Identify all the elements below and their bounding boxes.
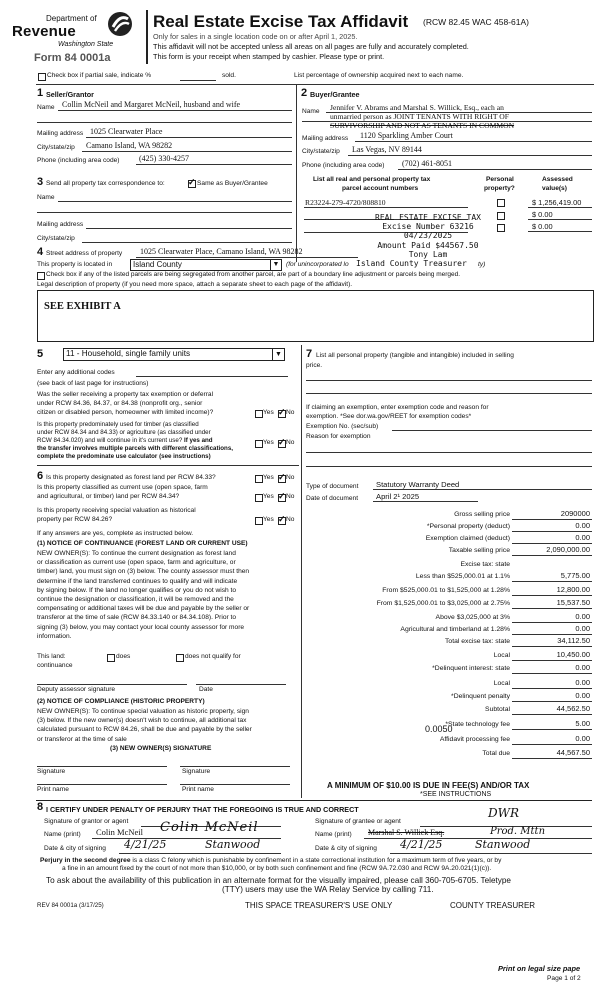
see-instructions: *SEE INSTRUCTIONS: [420, 791, 492, 798]
notice-continuance-text: [37, 549, 249, 641]
revenue-logo-icon: [106, 10, 134, 38]
tax-row-line: [512, 673, 592, 674]
page-number: Page 1 of 2: [547, 975, 581, 982]
does-not-label: does not qualify for: [185, 653, 241, 660]
perjury-line-1: Perjury in the second degree is a class C felony which is punishable by confinement in a state correctional institution for a maximum term of five years, or by: [40, 857, 502, 864]
tax-row-label: Exemption claimed (deduct): [425, 535, 510, 542]
grantee-print-extra[interactable]: Prod. Mttn: [490, 826, 546, 837]
agency-name: Revenue: [12, 23, 76, 40]
assessed-value-3[interactable]: $ 0.00: [532, 222, 553, 231]
see-back-label: (see back of last page for instructions): [37, 380, 149, 387]
local-rate[interactable]: 0.0050: [425, 724, 453, 734]
if-any-yes: If any answers are yes, complete as instructed below.: [37, 530, 194, 537]
assessed-value-1[interactable]: $ 1,256,419.00: [532, 198, 582, 207]
does-qualify-checkbox[interactable]: [107, 654, 115, 662]
grantor-city[interactable]: Stanwood: [205, 838, 261, 851]
q6-1-no-label: No: [286, 474, 295, 481]
notice-continuance-title: (1) NOTICE OF CONTINUANCE (FOREST LAND OR CURRENT USE): [37, 540, 248, 547]
seller-name-label: Name: [37, 104, 55, 111]
alt-format-line-1: To ask about the availability of this publication in an alternate format for the visually impaired, please call 360-705-6705. Teletype: [46, 876, 511, 885]
segregated-label: Check box if any of the listed parcels are being segregated from another parcel, are part of a boundary line adjustment or parcels being merged.: [46, 271, 461, 278]
grantee-city[interactable]: Stanwood: [475, 838, 531, 851]
revision-number: REV 84 0001a (3/17/25): [37, 902, 104, 909]
correspondence-heading: Send all property tax correspondence to:: [46, 180, 165, 187]
tax-row-value[interactable]: 5.00: [575, 719, 590, 728]
perjury-line-2: a fine in an amount fixed by the court of not more than $10,000, or by both such confinement and fine (RCW 9A.72.030 and RCW 9A.20.021(1)(c)).: [62, 865, 492, 872]
exemption-number-label: Exemption No. (sec/sub): [306, 423, 379, 430]
exemption-claim-2: exemption. *See dor.wa.gov/REET for exemption codes*: [306, 413, 472, 420]
q6-3-yes-label: Yes: [263, 516, 274, 523]
notice-compliance-line: or transferor at the time of sale: [37, 735, 127, 743]
assessed-value-2[interactable]: $ 0.00: [532, 210, 553, 219]
same-as-buyer-label: Same as Buyer/Grantee: [197, 180, 268, 187]
tax-row-line: [512, 714, 592, 715]
chevron-down-icon[interactable]: ▼: [272, 349, 284, 360]
tax-row-line: [512, 531, 592, 532]
notice-continuance-line: by signing below. If the land no longer qualifies or you do not wish to: [37, 586, 237, 594]
legal-description-label: Legal description of property (if you need more space, attach a separate sheet to each page of the affidavit).: [37, 281, 353, 288]
correspondence-city-label: City/state/zip: [37, 235, 75, 242]
notice-continuance-line: determine if the land transferred continues to qualify and will indicate: [37, 577, 238, 585]
header-note-3: This form is your receipt when stamped by cashier. Please type or print.: [153, 52, 385, 61]
assessed-header-1: Assessed: [542, 176, 573, 183]
alt-format-line-2: (TTY) users may use the WA Relay Service by calling 711.: [222, 885, 434, 894]
tax-row-line: [512, 660, 592, 661]
section-4-number: 4: [37, 246, 44, 258]
q6-2-yes-checkbox[interactable]: [255, 494, 263, 502]
q5-2-no-checkbox[interactable]: [278, 440, 286, 448]
partial-sale-line: [180, 80, 216, 81]
correspondence-name-label: Name: [37, 194, 55, 201]
timber-question-c: RCW 84.34.020) and will continue in it's current use? If yes and: [37, 437, 213, 444]
tax-row-label: *Delinquent interest: state: [432, 665, 510, 672]
section-1-number: 1: [37, 87, 44, 99]
notice-compliance-line: NEW OWNER(S): To continue special valuation as historic property, sign: [37, 708, 249, 715]
parcel-header-1: List all real and personal property tax: [313, 176, 431, 183]
deputy-date-label: Date: [199, 686, 213, 693]
stamp-line-3: 04/23/2025: [403, 231, 453, 241]
q5-1-yes-label: Yes: [263, 409, 274, 416]
tax-row-value[interactable]: 10,450.00: [556, 650, 590, 659]
seller-mail[interactable]: 1025 Clearwater Place: [90, 127, 163, 136]
tax-row-value[interactable]: 0.00: [575, 678, 590, 687]
tax-row-label: *Delinquent penalty: [451, 693, 510, 700]
street-address[interactable]: 1025 Clearwater Place, Camano Island, WA 98282: [140, 247, 303, 256]
tax-row-line: [512, 729, 592, 730]
historic-question-b: property per RCW 84.26?: [37, 516, 113, 523]
notice-continuance-line: NEW OWNER(S): To continue the current designation as forest land: [37, 550, 236, 557]
tax-row-label: *State technology fee: [445, 721, 510, 728]
q6-2-no-label: No: [286, 493, 295, 500]
exemption-question-1a: Was the seller receiving a property tax exemption or deferral: [37, 391, 214, 398]
grantee-date[interactable]: 4/21/25: [400, 838, 443, 851]
tax-row-label: Above $3,025,000 at 3%: [435, 614, 510, 621]
tax-row-label: Excise tax: state: [460, 561, 510, 568]
tax-row-value[interactable]: 0.00: [575, 663, 590, 672]
seller-heading: Seller/Grantor: [46, 90, 94, 99]
buyer-mail[interactable]: 1120 Sparkling Amber Court: [360, 131, 453, 140]
grantee-print-name[interactable]: Marshal S. Willick Esq.: [368, 828, 445, 837]
tax-row-line: [512, 646, 592, 647]
tax-row-value[interactable]: 0.00: [575, 533, 590, 542]
form-number: Form 84 0001a: [34, 52, 111, 64]
partial-sale-sold: sold.: [222, 72, 236, 79]
state-name: Washington State: [58, 41, 114, 48]
buyer-city[interactable]: Las Vegas, NV 89144: [352, 145, 422, 154]
personal-property-checkbox-1[interactable]: [497, 199, 505, 207]
legal-description-value: SEE EXHIBIT A: [44, 301, 121, 312]
tax-row-value[interactable]: 0.00: [575, 521, 590, 530]
notice-compliance-line: (3) below. If the new owner(s) doesn't wish to continue, all additional tax: [37, 717, 247, 725]
tax-row-line: [512, 555, 592, 556]
assessed-header-2: value(s): [542, 185, 567, 192]
q6-3-no-label: No: [286, 516, 295, 523]
document-date-label: Date of document: [306, 495, 359, 502]
grantee-signature[interactable]: DWR: [488, 806, 519, 820]
land-use-select[interactable]: [63, 348, 285, 361]
section-7-number: 7: [306, 348, 313, 360]
exemption-question-1c: citizen or disabled person, homeowner with limited income)?: [37, 409, 214, 416]
historic-question-a: Is this property receiving special valuation as historical: [37, 507, 196, 514]
buyer-name-line-2[interactable]: unmarried person as JOINT TENANTS WITH RIGHT OF: [330, 112, 509, 121]
exemption-question-1b: under RCW 84.36, 84.37, or 84.38 (nonprofit org., senior: [37, 400, 203, 407]
legal-description-box[interactable]: [37, 290, 594, 342]
grantor-signature-label: Signature of grantor or agent: [44, 818, 129, 825]
tax-row-line: [512, 519, 592, 520]
personal-property-intro: List all personal property (tangible and intangible) included in selling: [316, 352, 514, 359]
seller-city-label: City/state/zip: [37, 144, 75, 151]
correspondence-mail-label: Mailing address: [37, 221, 84, 228]
tax-row-value[interactable]: 2090000: [560, 509, 590, 518]
tax-row-value[interactable]: 15,537.50: [556, 598, 590, 607]
tax-row-value[interactable]: 2,090,000.00: [546, 545, 590, 554]
tax-row-line: [512, 744, 592, 745]
same-as-buyer-checkbox[interactable]: [188, 180, 196, 188]
tax-row-line: [512, 622, 592, 623]
q6-2-no-checkbox[interactable]: [278, 494, 286, 502]
notice-continuance-line: signing (3) below, you may contact your local county assessor for more: [37, 623, 245, 631]
grantor-signature[interactable]: Colin McNeil: [160, 820, 259, 835]
document-date-value[interactable]: April 2¹ 2025: [376, 492, 420, 501]
chevron-down-icon[interactable]: ▼: [270, 260, 281, 270]
tax-row-line: [512, 688, 592, 689]
additional-codes-label: Enter any additional codes: [37, 369, 115, 376]
owner-signature-label-2: Signature: [182, 768, 211, 775]
does-not-qualify-checkbox[interactable]: [176, 654, 184, 662]
section-2-number: 2: [301, 87, 308, 99]
minimum-due-notice: A MINIMUM OF $10.00 IS DUE IN FEE(S) AND/OR TAX: [327, 781, 530, 790]
tax-row-label: Affidavit processing fee: [439, 736, 510, 743]
header-divider: [146, 10, 148, 64]
personal-header-1: Personal: [486, 176, 514, 183]
grantee-date-city-label: Date & city of signing: [315, 845, 377, 852]
document-type-value[interactable]: Statutory Warranty Deed: [376, 480, 460, 489]
tax-row-line: [512, 543, 592, 544]
parcel-header-2: parcel account numbers: [342, 185, 419, 192]
buyer-mail-label: Mailing address: [302, 135, 349, 142]
q6-3-no-checkbox[interactable]: [278, 517, 286, 525]
q5-1-no-label: No: [286, 409, 295, 416]
notice-continuance-line: continue the designation or classification, it will be removed and the: [37, 596, 234, 604]
grantor-print-label: Name (print): [44, 831, 81, 838]
tax-row-value[interactable]: 0.00: [575, 624, 590, 633]
q5-2-no-label: No: [286, 439, 295, 446]
stamp-line-4: Amount Paid $44567.50: [377, 240, 479, 250]
grantor-date-city-label: Date & city of signing: [44, 845, 106, 852]
dept-line: Department of: [46, 14, 97, 23]
q6-1-yes-checkbox[interactable]: [255, 475, 263, 483]
notice-continuance-line: compensating or additional taxes will be due and payable by the seller or: [37, 605, 250, 613]
forest-land-question: Is this property designated as forest land per RCW 84.33?: [46, 474, 216, 481]
tax-row-value[interactable]: 5,775.00: [560, 571, 590, 580]
county-select[interactable]: [130, 259, 282, 271]
tax-row-value[interactable]: 0.00: [575, 612, 590, 621]
form-title: Real Estate Excise Tax Affidavit: [153, 12, 409, 31]
seller-name[interactable]: Collin McNeil and Margaret McNeil, husband and wife: [62, 100, 241, 109]
header-note-2: This affidavit will not be accepted unless all areas on all pages are fully and accurately completed.: [153, 42, 469, 51]
grantor-date[interactable]: 4/21/25: [124, 838, 167, 851]
section-5-number: 5: [37, 348, 44, 360]
q5-1-no-checkbox[interactable]: [278, 410, 286, 418]
timber-question-f: complete the predominate use calculator (see instructions): [37, 453, 211, 460]
located-in-label: This property is located in: [37, 261, 113, 268]
timber-question-b: under RCW 84.34 and 84.33) or agriculture (as classified under: [37, 429, 211, 436]
timber-question-e: the transfer involves multiple parcels with different classifications,: [37, 445, 233, 452]
treasurer-stamp: [358, 213, 498, 259]
buyer-name-line-3[interactable]: SURVIVORSHIP AND NOT AS TENANTS IN COMMON: [330, 121, 515, 130]
tax-row-value[interactable]: 12,800.00: [556, 585, 590, 594]
buyer-heading: Buyer/Grantee: [310, 90, 360, 99]
tax-row-label: Less than $525,000.01 at 1.1%: [415, 573, 510, 580]
does-label: does: [116, 653, 131, 660]
form-citation: (RCW 82.45 WAC 458-61A): [423, 17, 529, 27]
personal-property-intro-2: price.: [306, 362, 323, 369]
owner-print-name-label-2: Print name: [182, 786, 214, 793]
tax-row-label: Taxable selling price: [448, 547, 510, 554]
q6-1-yes-label: Yes: [263, 474, 274, 481]
notice-compliance-text: [37, 707, 252, 744]
county-select-value: Island County: [133, 260, 182, 269]
buyer-name-line-1[interactable]: Jennifer V. Abrams and Marshal S. Willick, Esq., each an: [330, 103, 504, 112]
owner-print-name-label-1: Print name: [37, 786, 69, 793]
q5-2-yes-label: Yes: [263, 439, 274, 446]
tax-row-value[interactable]: 0.00: [575, 734, 590, 743]
exemption-claim-1: If claiming an exemption, enter exemption code and reason for: [306, 404, 489, 411]
tax-row-label: Gross selling price: [454, 511, 510, 518]
seller-phone[interactable]: (425) 330-4257: [139, 154, 189, 163]
notice-continuance-line: information.: [37, 632, 72, 640]
land-use-value: 11 - Household, single family units: [66, 349, 191, 358]
partial-sale-label: Check box if partial sale, indicate %: [47, 72, 152, 79]
q6-2-yes-label: Yes: [263, 493, 274, 500]
current-use-question-b: and agricultural, or timber) land per RCW 84.34?: [37, 493, 180, 500]
buyer-phone-label: Phone (including area code): [302, 162, 385, 169]
this-land-label: This land:: [37, 653, 66, 660]
owner-signature-label-1: Signature: [37, 768, 66, 775]
parcel-number[interactable]: R23224-279-4720/808810: [305, 198, 386, 207]
tax-row-label: Local: [493, 652, 510, 659]
header-note-1: Only for sales in a single location code on or after April 1, 2025.: [153, 32, 358, 41]
tax-row-value[interactable]: 34,112.50: [557, 636, 590, 645]
buyer-city-label: City/state/zip: [302, 148, 340, 155]
partial-sale-checkbox[interactable]: [38, 73, 46, 81]
current-use-question-a: Is this property classified as current use (open space, farm: [37, 484, 208, 491]
section-3-number: 3: [37, 176, 44, 188]
document-type-label: Type of document: [306, 483, 359, 490]
notice-continuance-line: timber) land, you must sign on (3) below. The county assessor must then: [37, 568, 250, 576]
county-treasurer: COUNTY TREASURER: [450, 901, 536, 910]
tax-row-line: [512, 634, 592, 635]
tax-row-label: Subtotal: [485, 706, 510, 713]
timber-question-a: Is this property predominately used for timber (as classified: [37, 421, 199, 428]
stamp-line-1: REAL ESTATE EXCISE TAX: [375, 213, 481, 222]
stamp-line-2: Excise Number 63216: [382, 222, 474, 232]
seller-phone-label: Phone (including area code): [37, 157, 120, 164]
tax-row-label: From $525,000.01 to $1,525,000 at 1.28%: [382, 587, 510, 594]
tax-row-line: [512, 581, 592, 582]
tax-row-label: From $1,525,000.01 to $3,025,000 at 2.75%: [376, 600, 510, 607]
treasurer-use-only: THIS SPACE TREASURER'S USE ONLY: [245, 901, 393, 910]
unincorporated-tail: ty): [478, 261, 486, 268]
tax-row-value[interactable]: 44,562.50: [556, 704, 590, 713]
tax-row-line: [512, 758, 592, 759]
tax-row-line: [512, 595, 592, 596]
certify-statement: I CERTIFY UNDER PENALTY OF PERJURY THAT THE FOREGOING IS TRUE AND CORRECT: [46, 805, 359, 814]
section-6-number: 6: [37, 470, 44, 482]
notice-continuance-line: or classification as current use (open space, farm and agriculture, or: [37, 559, 236, 567]
grantee-signature-label: Signature of grantee or agent: [315, 818, 401, 825]
personal-property-checkbox-3[interactable]: [497, 224, 505, 232]
seller-mail-label: Mailing address: [37, 130, 84, 137]
stamp-line-5: Tony Lam: [408, 249, 448, 259]
continuance-label: continuance: [37, 662, 73, 669]
notice-continuance-line: transferor at the time of sale (RCW 84.33.140 or 84.34.108). Prior to: [37, 614, 237, 622]
ownership-note: List percentage of ownership acquired next to each name.: [294, 72, 464, 79]
personal-header-2: property?: [484, 185, 515, 192]
tax-row-line: [512, 701, 592, 702]
notice-compliance-line: calculated pursuant to RCW 84.26, shall be due and payable by the seller: [37, 726, 252, 734]
section-8-number: 8: [37, 801, 44, 813]
q6-3-yes-checkbox[interactable]: [255, 517, 263, 525]
notice-compliance-title: (2) NOTICE OF COMPLIANCE (HISTORIC PROPERTY): [37, 698, 205, 705]
new-owner-signature-title: (3) NEW OWNER(S) SIGNATURE: [110, 745, 212, 752]
exemption-reason-label: Reason for exemption: [306, 433, 371, 440]
tax-row-label: Total excise tax: state: [445, 638, 510, 645]
street-label: Street address of property: [46, 250, 123, 257]
buyer-phone[interactable]: (702) 461-8051: [402, 159, 452, 168]
personal-property-checkbox-2[interactable]: [497, 212, 505, 220]
tax-row-value[interactable]: 0.00: [575, 691, 590, 700]
deputy-assessor-label: Deputy assessor signature: [37, 686, 116, 693]
tax-row-label: *Personal property (deduct): [426, 523, 510, 530]
unincorporated-label: (for unincorporated lo: [286, 261, 349, 268]
q5-2-yes-checkbox[interactable]: [255, 440, 263, 448]
segregated-checkbox[interactable]: [37, 272, 45, 280]
grantor-print-name[interactable]: Colin McNeil: [96, 827, 143, 837]
grantee-print-label: Name (print): [315, 831, 352, 838]
stamp-line-6: Island County Treasurer: [356, 259, 467, 268]
tax-row-label: Agricultural and timberland at 1.28%: [400, 626, 510, 633]
q5-1-yes-checkbox[interactable]: [255, 410, 263, 418]
seller-city[interactable]: Camano Island, WA 98282: [86, 141, 173, 150]
buyer-name-label: Name: [302, 108, 320, 115]
tax-row-label: Local: [493, 680, 510, 687]
q6-1-no-checkbox[interactable]: [278, 475, 286, 483]
tax-row-line: [512, 608, 592, 609]
print-legal-note: Print on legal size pape: [498, 964, 581, 973]
tax-row-value[interactable]: 44,567.50: [556, 748, 590, 757]
tax-row-label: Total due: [482, 750, 510, 757]
